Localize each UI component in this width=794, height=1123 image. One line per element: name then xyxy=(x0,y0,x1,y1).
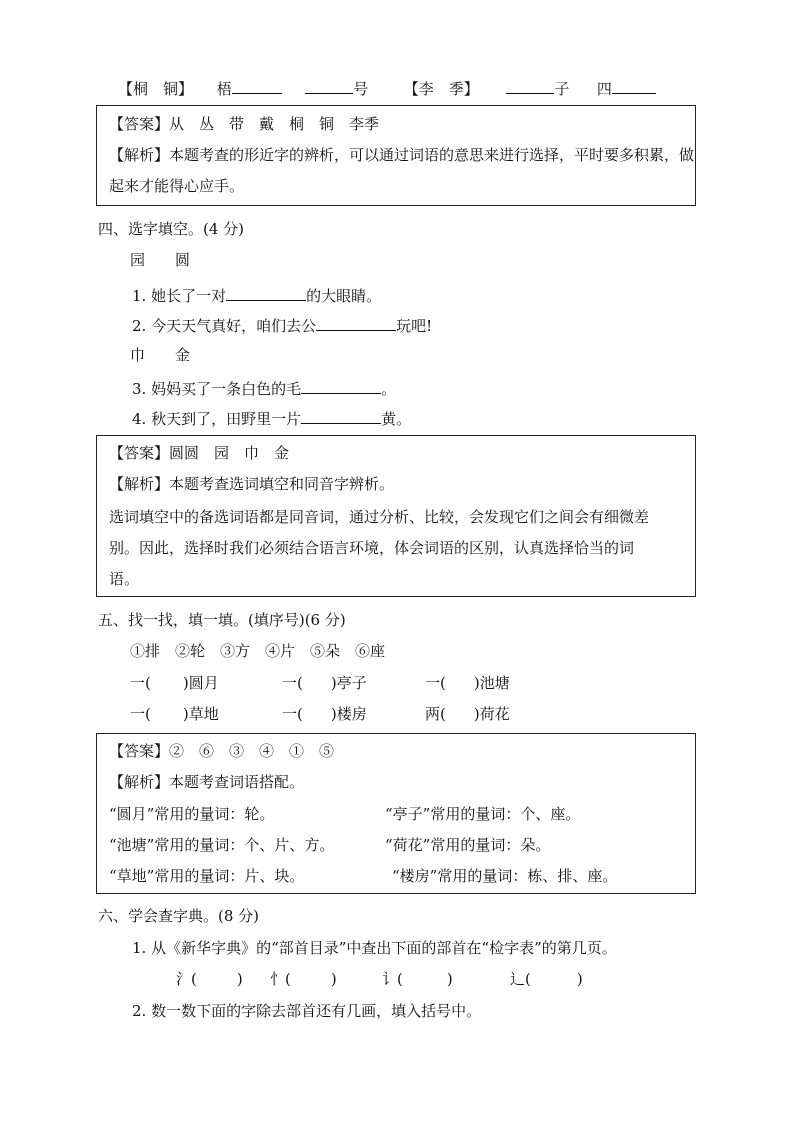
char-pair-jin: 巾 金 xyxy=(130,346,191,364)
answer-text: 从 丛 带 戴 桐 铜 李季 xyxy=(169,115,380,133)
dictionary-question-2: 2. 数一数下面的字除去部首还有几画，填入括号中。 xyxy=(132,1002,482,1020)
question-text: 玩吧! xyxy=(396,317,433,335)
answer-box-3 xyxy=(96,733,696,894)
group2-char-zi: 子 xyxy=(554,80,570,98)
question-1 xyxy=(132,284,381,306)
analysis-text: 本题考查词语搭配。 xyxy=(169,773,305,791)
question-3 xyxy=(132,377,396,399)
question-4 xyxy=(132,407,411,429)
group-label-tong: 【桐 铜】 xyxy=(118,80,194,98)
similar-chars-row xyxy=(118,77,656,99)
collocation-item: “楼房”常用的量词：栋、排、座。 xyxy=(392,867,618,885)
paren: ) xyxy=(576,970,583,988)
section-4-title: 四、选字填空。(4 分) xyxy=(98,220,245,238)
question-text: 2. 今天天气真好，咱们去公 xyxy=(132,317,317,335)
radical-char: 忄 xyxy=(270,970,286,988)
answer-line xyxy=(109,741,334,761)
section-5-title: 五、找一找，填一填。(填序号)(6 分) xyxy=(98,611,346,629)
paren: ( xyxy=(525,970,531,988)
dictionary-question-1: 1. 从《新华字典》的“部首目录”中查出下面的部首在“检字表”的第几页。 xyxy=(132,939,617,957)
paren: ) xyxy=(446,970,453,988)
answer-tag: 【答案】 xyxy=(109,444,170,462)
fill-word: )亭子 xyxy=(330,674,367,692)
paren: ( xyxy=(285,970,291,988)
fill-item xyxy=(130,704,219,724)
collocation-item: “亭子”常用的量词：个、座。 xyxy=(385,805,581,823)
answer-tag: 【答案】 xyxy=(109,742,170,760)
question-text: 黄。 xyxy=(381,410,412,428)
analysis-continued: 起来才能得心应手。 xyxy=(109,177,245,195)
blank[interactable] xyxy=(301,407,381,424)
collocation-item: “草地”常用的量词：片、块。 xyxy=(109,867,305,885)
analysis-paragraph: 语。 xyxy=(109,570,140,588)
blank[interactable] xyxy=(305,77,353,94)
analysis-paragraph: 选词填空中的备选词语都是同音词，通过分析、比较，会发现它们之间会有细微差 xyxy=(109,508,650,526)
collocation-item: “圆月”常用的量词：轮。 xyxy=(109,805,275,823)
fill-word: )楼房 xyxy=(330,705,367,723)
fill-item xyxy=(425,673,510,693)
blank[interactable] xyxy=(316,314,396,331)
char-pair-yuan: 园 圆 xyxy=(130,251,191,269)
fill-prefix: 一( xyxy=(282,674,303,692)
analysis-paragraph: 别。因此，选择时我们必须结合语言环境，体会词语的区别，认真选择恰当的词 xyxy=(109,539,635,557)
question-text: 4. 秋天到了，田野里一片 xyxy=(132,410,302,428)
blank[interactable] xyxy=(506,77,554,94)
group1-char-hao: 号 xyxy=(353,80,369,98)
question-text: 的大眼睛。 xyxy=(306,287,382,305)
group-label-li: 【李 季】 xyxy=(403,80,479,98)
radical-char: 辶 xyxy=(510,970,526,988)
blank[interactable] xyxy=(226,284,306,301)
paren: ( xyxy=(191,970,197,988)
collocation-item: “池塘”常用的量词：个、片、方。 xyxy=(109,836,335,854)
radical-item xyxy=(176,969,243,989)
analysis-line xyxy=(109,145,694,165)
fill-item xyxy=(425,704,510,724)
fill-word: )池塘 xyxy=(473,674,510,692)
answer-box-1 xyxy=(96,105,696,206)
answer-tag: 【答案】 xyxy=(109,115,170,133)
radical-item xyxy=(510,969,583,989)
fill-prefix: 一( xyxy=(130,674,151,692)
collocation-item: “荷花”常用的量词：朵。 xyxy=(385,836,551,854)
question-text: 。 xyxy=(381,380,397,398)
fill-word: )荷花 xyxy=(473,705,510,723)
radical-item xyxy=(270,969,337,989)
measure-word-options: ①排 ②轮 ③方 ④片 ⑤朵 ⑥座 xyxy=(130,642,386,660)
group2-char-si: 四 xyxy=(596,80,612,98)
question-text: 3. 妈妈买了一条白色的毛 xyxy=(132,380,302,398)
analysis-line xyxy=(109,772,304,792)
fill-word: )草地 xyxy=(182,705,219,723)
paren: ) xyxy=(236,970,243,988)
fill-prefix: 一( xyxy=(130,705,151,723)
analysis-tag: 【解析】 xyxy=(109,146,170,164)
analysis-tag: 【解析】 xyxy=(109,773,170,791)
section-6-title: 六、学会查字典。(8 分) xyxy=(98,907,260,925)
answer-text: 圆圆 园 巾 金 xyxy=(169,444,290,462)
answer-text: ② ⑥ ③ ④ ① ⑤ xyxy=(169,742,335,760)
blank[interactable] xyxy=(301,377,381,394)
paren: ( xyxy=(397,970,403,988)
answer-line xyxy=(109,443,289,463)
analysis-line xyxy=(109,474,394,494)
fill-item xyxy=(282,673,367,693)
fill-item xyxy=(130,673,219,693)
analysis-text: 本题考查的形近字的辨析，可以通过词语的意思来进行选择，平时要多积累，做 xyxy=(169,146,695,164)
answer-line xyxy=(109,114,379,134)
radical-item xyxy=(382,969,453,989)
analysis-tag: 【解析】 xyxy=(109,475,170,493)
blank[interactable] xyxy=(232,77,282,94)
analysis-text: 本题考查选词填空和同音字辨析。 xyxy=(169,475,395,493)
answer-box-2 xyxy=(96,435,696,597)
blank[interactable] xyxy=(612,77,656,94)
paren: ) xyxy=(330,970,337,988)
radical-char: 氵 xyxy=(176,970,192,988)
fill-prefix: 一( xyxy=(282,705,303,723)
question-2 xyxy=(132,314,432,336)
fill-item xyxy=(282,704,367,724)
fill-prefix: 一( xyxy=(425,674,446,692)
radical-char: 讠 xyxy=(382,970,398,988)
question-text: 1. 她长了一对 xyxy=(132,287,227,305)
group1-char-wu: 梧 xyxy=(216,80,232,98)
fill-prefix: 两( xyxy=(425,705,446,723)
fill-word: )圆月 xyxy=(182,674,219,692)
